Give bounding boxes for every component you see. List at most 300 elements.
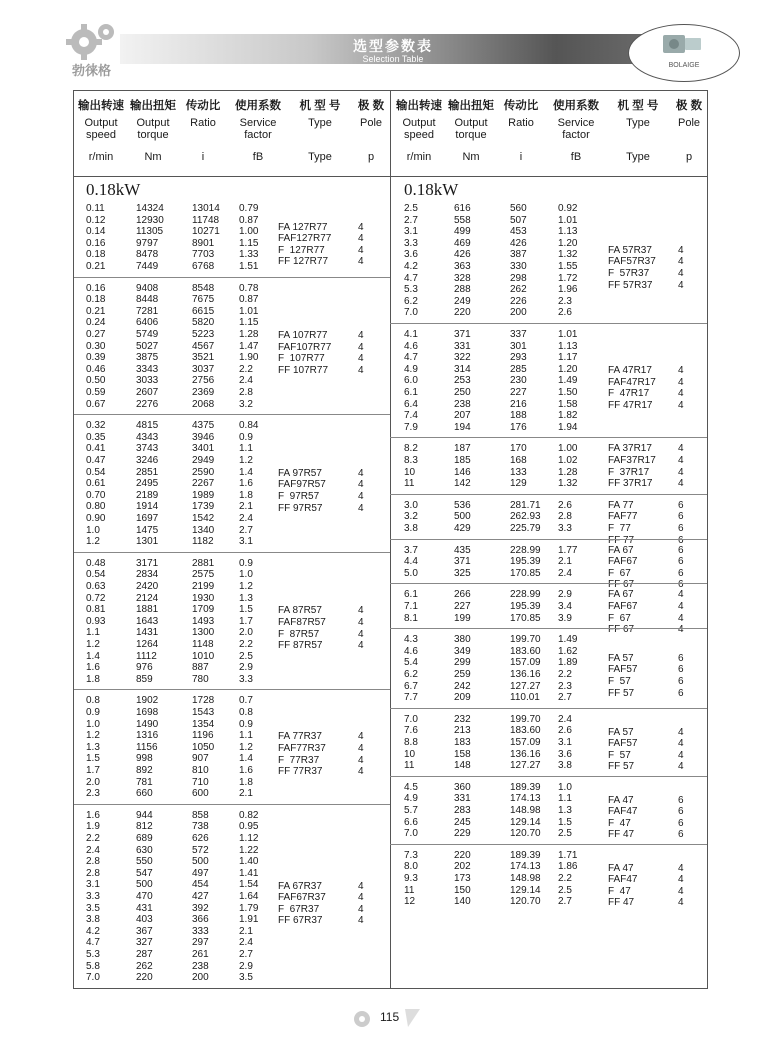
group-divider-right-6 — [390, 708, 707, 709]
cell-left-g4-r3-c2: 1196 — [192, 730, 214, 742]
header-en-right-3: Service factor — [557, 117, 595, 141]
cell-left-g0-r2-c1: 11305 — [136, 226, 164, 238]
cell-left-g2-r7-c3: 2.1 — [239, 501, 253, 513]
cell-right-g0-r7-c1: 288 — [454, 284, 471, 296]
cell-right-g2-r3-c0: 11 — [404, 478, 415, 490]
cell-left-g5-r7-c2: 427 — [192, 891, 209, 902]
type-right-g7-2: F 57 — [608, 749, 631, 761]
cell-left-g2-r3-c2: 2949 — [192, 455, 215, 466]
cell-left-g3-r3-c3: 1.3 — [239, 592, 253, 604]
pole-left-g0-2: 4 — [358, 244, 364, 256]
cell-left-g5-r7-c0: 3.3 — [86, 891, 100, 902]
cell-right-g8-r0-c0: 4.5 — [404, 781, 418, 793]
cell-left-g3-r10-c0: 1.8 — [86, 673, 100, 685]
cell-left-g4-r3-c1: 1316 — [136, 730, 159, 742]
cell-left-g1-r4-c0: 0.27 — [86, 329, 106, 340]
cell-right-g9-r3-c0: 11 — [404, 884, 415, 896]
cell-left-g5-r12-c3: 2.7 — [239, 949, 253, 960]
cell-left-g0-r1-c2: 11748 — [192, 214, 220, 226]
cell-left-g4-r1-c1: 1698 — [136, 707, 159, 718]
cell-left-g2-r8-c3: 2.4 — [239, 513, 253, 524]
pole-right-g1-3: 4 — [678, 399, 684, 411]
cell-left-g0-r5-c0: 0.21 — [86, 261, 106, 272]
cell-left-g3-r5-c2: 1493 — [192, 615, 215, 627]
cell-right-g7-r1-c0: 7.6 — [404, 725, 418, 737]
cell-left-g0-r5-c1: 7449 — [136, 261, 159, 272]
cell-left-g1-r3-c1: 6406 — [136, 317, 159, 329]
cell-left-g4-r7-c3: 1.8 — [239, 776, 253, 788]
cell-left-g1-r8-c1: 3033 — [136, 375, 159, 387]
cell-right-g1-r8-c1: 194 — [454, 421, 471, 433]
type-right-g5-2: F 67 — [608, 612, 631, 624]
cell-right-g1-r2-c1: 322 — [454, 352, 471, 364]
type-left-g3-1: FAF87R57 — [278, 616, 326, 628]
cell-left-g1-r7-c2: 3037 — [192, 363, 215, 375]
cell-left-g4-r5-c3: 1.4 — [239, 753, 253, 765]
cell-left-g0-r4-c2: 7703 — [192, 249, 215, 261]
cell-left-g5-r13-c1: 262 — [136, 960, 153, 972]
cell-left-g3-r4-c3: 1.5 — [239, 604, 253, 616]
pole-right-g8-0: 6 — [678, 794, 684, 806]
cell-right-g1-r2-c3: 1.17 — [558, 352, 578, 364]
cell-left-g0-r3-c3: 1.15 — [239, 237, 259, 249]
page-banner — [0, 0, 777, 85]
header-unit-left-4: Type — [308, 151, 332, 163]
cell-right-g1-r5-c1: 250 — [454, 387, 471, 398]
pole-right-g1-1: 4 — [678, 376, 684, 388]
cell-left-g5-r8-c3: 1.79 — [239, 902, 259, 914]
cell-right-g5-r0-c1: 266 — [454, 589, 471, 601]
cell-right-g3-r2-c3: 3.3 — [558, 523, 572, 534]
header-unit-left-0: r/min — [88, 151, 114, 163]
cell-left-g2-r10-c2: 1182 — [192, 536, 214, 548]
type-right-g8-1: FAF47 — [608, 806, 638, 818]
cell-right-g7-r3-c2: 136.16 — [510, 748, 541, 760]
type-right-g1-0: FA 47R17 — [608, 364, 652, 376]
cell-right-g1-r7-c0: 7.4 — [404, 410, 418, 422]
group-divider-right-0 — [390, 323, 707, 324]
cell-right-g4-r2-c1: 325 — [454, 567, 471, 579]
type-right-g4-2: F 67 — [608, 567, 631, 579]
cell-right-g3-r2-c0: 3.8 — [404, 523, 418, 534]
cell-right-g3-r0-c1: 536 — [454, 499, 471, 511]
cell-left-g5-r3-c1: 630 — [136, 844, 153, 856]
header-unit-right-0: r/min — [406, 151, 432, 163]
cell-right-g0-r1-c0: 2.7 — [404, 214, 418, 226]
pole-left-g3-3: 4 — [358, 640, 364, 652]
cell-left-g3-r5-c3: 1.7 — [239, 615, 253, 627]
cell-right-g0-r1-c3: 1.01 — [558, 214, 578, 226]
cell-right-g0-r3-c1: 469 — [454, 237, 471, 249]
group-divider-right-1 — [390, 437, 707, 438]
type-right-g6-0: FA 57 — [608, 652, 634, 664]
cell-left-g5-r13-c0: 5.8 — [86, 960, 100, 972]
pole-right-g0-3: 4 — [678, 279, 684, 291]
cell-left-g3-r7-c1: 1264 — [136, 639, 159, 650]
cell-right-g1-r1-c1: 331 — [454, 340, 471, 352]
cell-left-g3-r2-c1: 2420 — [136, 581, 159, 592]
cell-left-g3-r8-c3: 2.5 — [239, 650, 253, 662]
cell-left-g5-r3-c2: 572 — [192, 844, 209, 856]
cell-right-g6-r4-c2: 127.27 — [510, 680, 541, 692]
cell-right-g2-r1-c1: 185 — [454, 455, 471, 466]
cell-left-g1-r10-c0: 0.67 — [86, 398, 106, 410]
pole-left-g3-1: 4 — [358, 616, 364, 628]
cell-left-g4-r6-c2: 810 — [192, 765, 209, 776]
company-logo — [62, 18, 142, 82]
cell-right-g6-r4-c0: 6.7 — [404, 680, 418, 692]
cell-left-g2-r4-c1: 2851 — [136, 466, 159, 478]
cell-right-g1-r6-c2: 216 — [510, 398, 527, 410]
cell-right-g8-r3-c2: 129.14 — [510, 816, 541, 828]
cell-left-g5-r2-c0: 2.2 — [86, 833, 100, 844]
cell-left-g5-r5-c0: 2.8 — [86, 867, 100, 879]
cell-right-g7-r2-c1: 183 — [454, 737, 471, 748]
type-left-g1-1: FAF107R77 — [278, 341, 332, 353]
cell-left-g1-r9-c2: 2369 — [192, 387, 215, 398]
cell-right-g0-r8-c3: 2.3 — [558, 295, 572, 307]
cell-left-g2-r3-c3: 1.2 — [239, 455, 253, 466]
cell-right-g1-r0-c3: 1.01 — [558, 329, 578, 340]
cell-left-g1-r3-c2: 5820 — [192, 317, 215, 329]
cell-right-g6-r5-c2: 110.01 — [510, 692, 540, 704]
cell-left-g5-r10-c1: 367 — [136, 925, 153, 937]
cell-left-g5-r11-c3: 2.4 — [239, 937, 253, 949]
cell-right-g8-r4-c1: 229 — [454, 828, 471, 840]
cell-left-g5-r1-c2: 738 — [192, 821, 209, 833]
cell-left-g2-r1-c3: 0.9 — [239, 431, 253, 443]
type-left-g5-2: F 67R37 — [278, 903, 320, 915]
cell-left-g3-r4-c0: 0.81 — [86, 604, 106, 616]
type-right-g7-1: FAF57 — [608, 738, 638, 750]
header-en-left-4: Type — [308, 117, 332, 129]
cell-right-g8-r1-c2: 174.13 — [510, 793, 541, 805]
cell-left-g2-r1-c1: 4343 — [136, 431, 159, 443]
cell-left-g4-r0-c0: 0.8 — [86, 695, 100, 707]
cell-right-g0-r0-c0: 2.5 — [404, 203, 418, 214]
cell-right-g4-r1-c2: 195.39 — [510, 556, 541, 568]
cell-left-g2-r5-c2: 2267 — [192, 478, 215, 490]
cell-left-g4-r4-c3: 1.2 — [239, 741, 253, 753]
pole-right-g7-1: 4 — [678, 738, 684, 750]
type-right-g5-0: FA 67 — [608, 589, 634, 601]
cell-right-g5-r0-c2: 228.99 — [510, 589, 541, 601]
pole-right-g6-0: 6 — [678, 652, 684, 664]
cell-right-g4-r1-c3: 2.1 — [558, 556, 572, 568]
cell-right-g9-r4-c3: 2.7 — [558, 896, 572, 908]
pole-left-g5-3: 4 — [358, 915, 364, 927]
type-right-g0-0: FA 57R37 — [608, 244, 652, 256]
cell-left-g4-r3-c3: 1.1 — [239, 730, 253, 742]
cell-left-g2-r7-c1: 1914 — [136, 501, 159, 513]
cell-left-g1-r9-c3: 2.8 — [239, 387, 253, 398]
type-right-g6-3: FF 57 — [608, 687, 635, 699]
cell-right-g4-r0-c2: 228.99 — [510, 544, 541, 556]
header-divider — [74, 176, 707, 177]
cell-left-g4-r2-c2: 1354 — [192, 718, 215, 730]
type-right-g4-1: FAF67 — [608, 556, 638, 568]
cell-left-g5-r11-c0: 4.7 — [86, 937, 100, 949]
header-cn-left-5: 极 数 — [357, 100, 385, 112]
pole-left-g0-0: 4 — [358, 221, 364, 233]
cell-left-g4-r0-c1: 1902 — [136, 695, 159, 707]
cell-left-g3-r0-c1: 3171 — [136, 557, 159, 569]
cell-left-g5-r9-c1: 403 — [136, 914, 153, 926]
cell-left-g1-r9-c0: 0.59 — [86, 387, 106, 398]
cell-left-g5-r0-c0: 1.6 — [86, 809, 100, 821]
pole-right-g5-2: 4 — [678, 612, 684, 624]
cell-right-g7-r2-c3: 3.1 — [558, 737, 572, 748]
cell-left-g5-r9-c3: 1.91 — [239, 914, 259, 926]
cell-right-g0-r3-c0: 3.3 — [404, 237, 418, 249]
cell-left-g3-r9-c2: 887 — [192, 662, 209, 674]
type-right-g0-2: F 57R37 — [608, 267, 650, 279]
pole-left-g1-0: 4 — [358, 330, 364, 342]
pole-left-g1-2: 4 — [358, 353, 364, 365]
header-cn-left-2: 传动比 — [185, 100, 221, 112]
cell-right-g1-r5-c2: 227 — [510, 387, 527, 398]
page-footer — [350, 1005, 420, 1038]
cell-left-g3-r10-c2: 780 — [192, 673, 209, 685]
cell-left-g1-r1-c3: 0.87 — [239, 294, 259, 306]
cell-right-g1-r1-c2: 301 — [510, 340, 527, 352]
cell-left-g5-r10-c3: 2.1 — [239, 925, 253, 937]
cell-right-g1-r8-c0: 7.9 — [404, 421, 418, 433]
group-divider-left-2 — [74, 552, 390, 553]
header-en-right-5: Pole — [677, 117, 701, 129]
pole-left-g4-2: 4 — [358, 754, 364, 766]
cell-right-g6-r4-c1: 242 — [454, 680, 471, 692]
group-divider-right-7 — [390, 776, 707, 777]
cell-left-g3-r0-c0: 0.48 — [86, 557, 106, 569]
cell-left-g0-r2-c0: 0.14 — [86, 226, 106, 238]
cell-left-g4-r4-c0: 1.3 — [86, 741, 100, 753]
header-cn-right-4: 机 型 号 — [617, 100, 659, 112]
type-right-g9-3: FF 47 — [608, 897, 635, 909]
cell-right-g0-r4-c1: 426 — [454, 249, 471, 261]
cell-right-g9-r1-c0: 8.0 — [404, 861, 418, 873]
cell-left-g5-r14-c1: 220 — [136, 972, 153, 984]
type-right-g2-3: FF 37R17 — [608, 478, 653, 490]
cell-right-g6-r0-c2: 199.70 — [510, 634, 541, 646]
cell-right-g3-r0-c3: 2.6 — [558, 499, 572, 511]
cell-right-g2-r2-c0: 10 — [404, 466, 416, 478]
cell-left-g1-r4-c1: 5749 — [136, 329, 159, 340]
cell-left-g4-r2-c3: 0.9 — [239, 718, 253, 730]
pole-left-g5-0: 4 — [358, 880, 364, 892]
cell-left-g3-r7-c0: 1.2 — [86, 639, 100, 650]
cell-left-g4-r8-c3: 2.1 — [239, 788, 253, 800]
type-right-g0-3: FF 57R37 — [608, 279, 653, 291]
cell-right-g3-r0-c0: 3.0 — [404, 499, 418, 511]
cell-left-g0-r0-c0: 0.11 — [86, 203, 105, 214]
header-cn-left-4: 机 型 号 — [299, 100, 341, 112]
pole-right-g3-0: 6 — [678, 499, 684, 511]
banner-title-cn: 选型参数表 — [353, 38, 433, 54]
cell-left-g4-r3-c0: 1.2 — [86, 730, 100, 742]
cell-left-g1-r0-c1: 9408 — [136, 282, 159, 294]
cell-right-g2-r0-c1: 187 — [454, 443, 471, 455]
cell-left-g2-r6-c1: 2189 — [136, 489, 159, 501]
cell-right-g6-r2-c1: 299 — [454, 657, 471, 669]
type-left-g4-2: F 77R37 — [278, 754, 320, 766]
pole-right-g3-1: 6 — [678, 511, 684, 523]
header-cn-right-0: 输出转速 — [396, 100, 442, 112]
cell-right-g1-r4-c1: 253 — [454, 375, 471, 387]
cell-left-g5-r0-c2: 858 — [192, 809, 209, 821]
cell-left-g1-r1-c1: 8448 — [136, 294, 159, 306]
cell-right-g8-r2-c3: 1.3 — [558, 805, 572, 816]
type-right-g3-0: FA 77 — [608, 499, 634, 511]
cell-left-g0-r3-c2: 8901 — [192, 237, 215, 249]
pole-right-g8-2: 6 — [678, 817, 684, 829]
cell-right-g6-r0-c0: 4.3 — [404, 634, 418, 646]
cell-left-g4-r2-c0: 1.0 — [86, 718, 100, 730]
cell-left-g0-r1-c3: 0.87 — [239, 214, 259, 226]
cell-right-g8-r4-c2: 120.70 — [510, 828, 541, 840]
cell-right-g1-r7-c1: 207 — [454, 410, 471, 422]
cell-right-g1-r6-c0: 6.4 — [404, 398, 418, 410]
pole-left-g0-1: 4 — [358, 233, 364, 245]
cell-right-g1-r0-c2: 337 — [510, 329, 527, 340]
cell-right-g1-r2-c2: 293 — [510, 352, 527, 364]
cell-left-g2-r4-c3: 1.4 — [239, 466, 253, 478]
type-left-g0-2: F 127R77 — [278, 244, 325, 256]
cell-left-g1-r1-c0: 0.18 — [86, 294, 106, 306]
type-left-g5-1: FAF67R37 — [278, 892, 326, 904]
type-right-g1-2: F 47R17 — [608, 388, 650, 400]
cell-right-g8-r1-c1: 331 — [454, 793, 471, 805]
type-right-g6-2: F 57 — [608, 675, 631, 687]
cell-left-g0-r4-c0: 0.18 — [86, 249, 106, 261]
cell-right-g6-r5-c3: 2.7 — [558, 692, 572, 704]
cell-right-g6-r0-c1: 380 — [454, 634, 471, 646]
cell-right-g7-r3-c1: 158 — [454, 748, 471, 760]
pole-left-g2-3: 4 — [358, 502, 364, 514]
cell-left-g0-r1-c0: 0.12 — [86, 214, 106, 226]
cell-right-g2-r1-c3: 1.02 — [558, 455, 578, 466]
cell-left-g4-r6-c3: 1.6 — [239, 765, 253, 776]
cell-right-g1-r2-c0: 4.7 — [404, 352, 418, 364]
cell-right-g8-r3-c0: 6.6 — [404, 816, 418, 828]
cell-right-g0-r7-c2: 262 — [510, 284, 527, 296]
type-left-g0-0: FA 127R77 — [278, 221, 328, 233]
type-right-g3-3: FF 77 — [608, 534, 635, 546]
cell-left-g1-r7-c0: 0.46 — [86, 363, 106, 375]
cell-right-g6-r1-c0: 4.6 — [404, 645, 418, 657]
cell-right-g1-r1-c0: 4.6 — [404, 340, 418, 352]
cell-left-g3-r6-c1: 1431 — [136, 627, 159, 639]
header-unit-left-2: i — [201, 151, 205, 163]
pole-right-g2-3: 4 — [678, 478, 684, 490]
cell-left-g2-r5-c1: 2495 — [136, 478, 159, 490]
cell-right-g0-r1-c1: 558 — [454, 214, 471, 226]
cell-right-g5-r2-c1: 199 — [454, 612, 471, 624]
cell-left-g0-r1-c1: 12930 — [136, 214, 164, 226]
cell-left-g1-r6-c2: 3521 — [192, 352, 215, 364]
group-divider-right-5 — [390, 628, 707, 629]
header-en-right-1: Output torque — [454, 117, 488, 141]
cell-right-g5-r2-c2: 170.85 — [510, 612, 541, 624]
cell-right-g9-r1-c3: 1.86 — [558, 861, 578, 873]
cell-right-g1-r3-c2: 285 — [510, 363, 527, 375]
cell-right-g9-r2-c0: 9.3 — [404, 873, 418, 884]
header-en-right-2: Ratio — [508, 117, 534, 129]
cell-left-g3-r10-c3: 3.3 — [239, 673, 253, 685]
cell-left-g1-r10-c3: 3.2 — [239, 398, 253, 410]
cell-right-g0-r5-c3: 1.55 — [558, 261, 578, 272]
cell-right-g1-r8-c3: 1.94 — [558, 421, 578, 433]
cell-left-g0-r3-c0: 0.16 — [86, 237, 106, 249]
type-right-g2-0: FA 37R17 — [608, 443, 652, 455]
cell-right-g7-r3-c0: 10 — [404, 748, 416, 760]
pole-right-g7-0: 4 — [678, 726, 684, 738]
header-en-left-1: Output torque — [136, 117, 170, 141]
cell-right-g4-r2-c2: 170.85 — [510, 567, 541, 579]
cell-right-g9-r3-c2: 129.14 — [510, 884, 541, 896]
cell-left-g3-r4-c1: 1881 — [136, 604, 159, 616]
cell-right-g0-r5-c1: 363 — [454, 261, 471, 272]
type-right-g6-1: FAF57 — [608, 664, 638, 676]
cell-left-g4-r6-c0: 1.7 — [86, 765, 100, 776]
type-left-g1-3: FF 107R77 — [278, 364, 329, 376]
cell-left-g2-r10-c1: 1301 — [136, 536, 159, 548]
cell-left-g3-r0-c3: 0.9 — [239, 557, 253, 569]
cell-right-g3-r2-c2: 225.79 — [510, 523, 541, 534]
cell-left-g0-r0-c2: 13014 — [192, 203, 220, 214]
pole-right-g0-1: 4 — [678, 256, 684, 268]
cell-left-g1-r0-c3: 0.78 — [239, 282, 259, 294]
type-left-g1-0: FA 107R77 — [278, 330, 328, 342]
cell-left-g2-r5-c3: 1.6 — [239, 478, 253, 490]
header-unit-right-4: Type — [626, 151, 650, 163]
cell-left-g5-r2-c2: 626 — [192, 833, 209, 844]
type-right-g8-0: FA 47 — [608, 794, 634, 806]
pole-right-g1-0: 4 — [678, 364, 684, 376]
cell-left-g5-r6-c3: 1.54 — [239, 879, 259, 891]
cell-left-g2-r1-c2: 3946 — [192, 431, 215, 443]
banner-title-en: Selection Table — [362, 54, 424, 64]
cell-left-g0-r0-c3: 0.79 — [239, 203, 259, 214]
cell-left-g2-r9-c2: 1340 — [192, 524, 215, 536]
cell-left-g4-r7-c0: 2.0 — [86, 776, 100, 788]
cell-right-g2-r3-c2: 129 — [510, 478, 527, 490]
cell-left-g5-r0-c3: 0.82 — [239, 809, 259, 821]
pole-right-g9-3: 4 — [678, 897, 684, 909]
cell-right-g7-r4-c0: 11 — [404, 760, 415, 772]
cell-left-g1-r10-c1: 2276 — [136, 398, 159, 410]
cell-right-g8-r0-c1: 360 — [454, 781, 471, 793]
cell-right-g5-r0-c0: 6.1 — [404, 589, 418, 601]
cell-left-g3-r5-c0: 0.93 — [86, 615, 106, 627]
cell-right-g3-r1-c3: 2.8 — [558, 511, 572, 523]
cell-right-g8-r4-c0: 7.0 — [404, 828, 418, 840]
cell-right-g0-r6-c0: 4.7 — [404, 272, 418, 284]
cell-left-g1-r7-c3: 2.2 — [239, 363, 253, 375]
cell-left-g3-r10-c1: 859 — [136, 673, 153, 685]
cell-right-g8-r2-c1: 283 — [454, 805, 471, 816]
cell-right-g0-r1-c2: 507 — [510, 214, 527, 226]
cell-left-g5-r14-c3: 3.5 — [239, 972, 253, 984]
cell-left-g5-r3-c0: 2.4 — [86, 844, 100, 856]
cell-right-g1-r0-c1: 371 — [454, 329, 471, 340]
cell-left-g5-r14-c0: 7.0 — [86, 972, 100, 984]
type-left-g5-0: FA 67R37 — [278, 880, 322, 892]
cell-left-g5-r8-c1: 431 — [136, 902, 153, 914]
brand-name-right: BOLAIGE — [668, 62, 700, 69]
cell-right-g0-r8-c0: 6.2 — [404, 295, 418, 307]
cell-left-g3-r4-c2: 1709 — [192, 604, 215, 616]
